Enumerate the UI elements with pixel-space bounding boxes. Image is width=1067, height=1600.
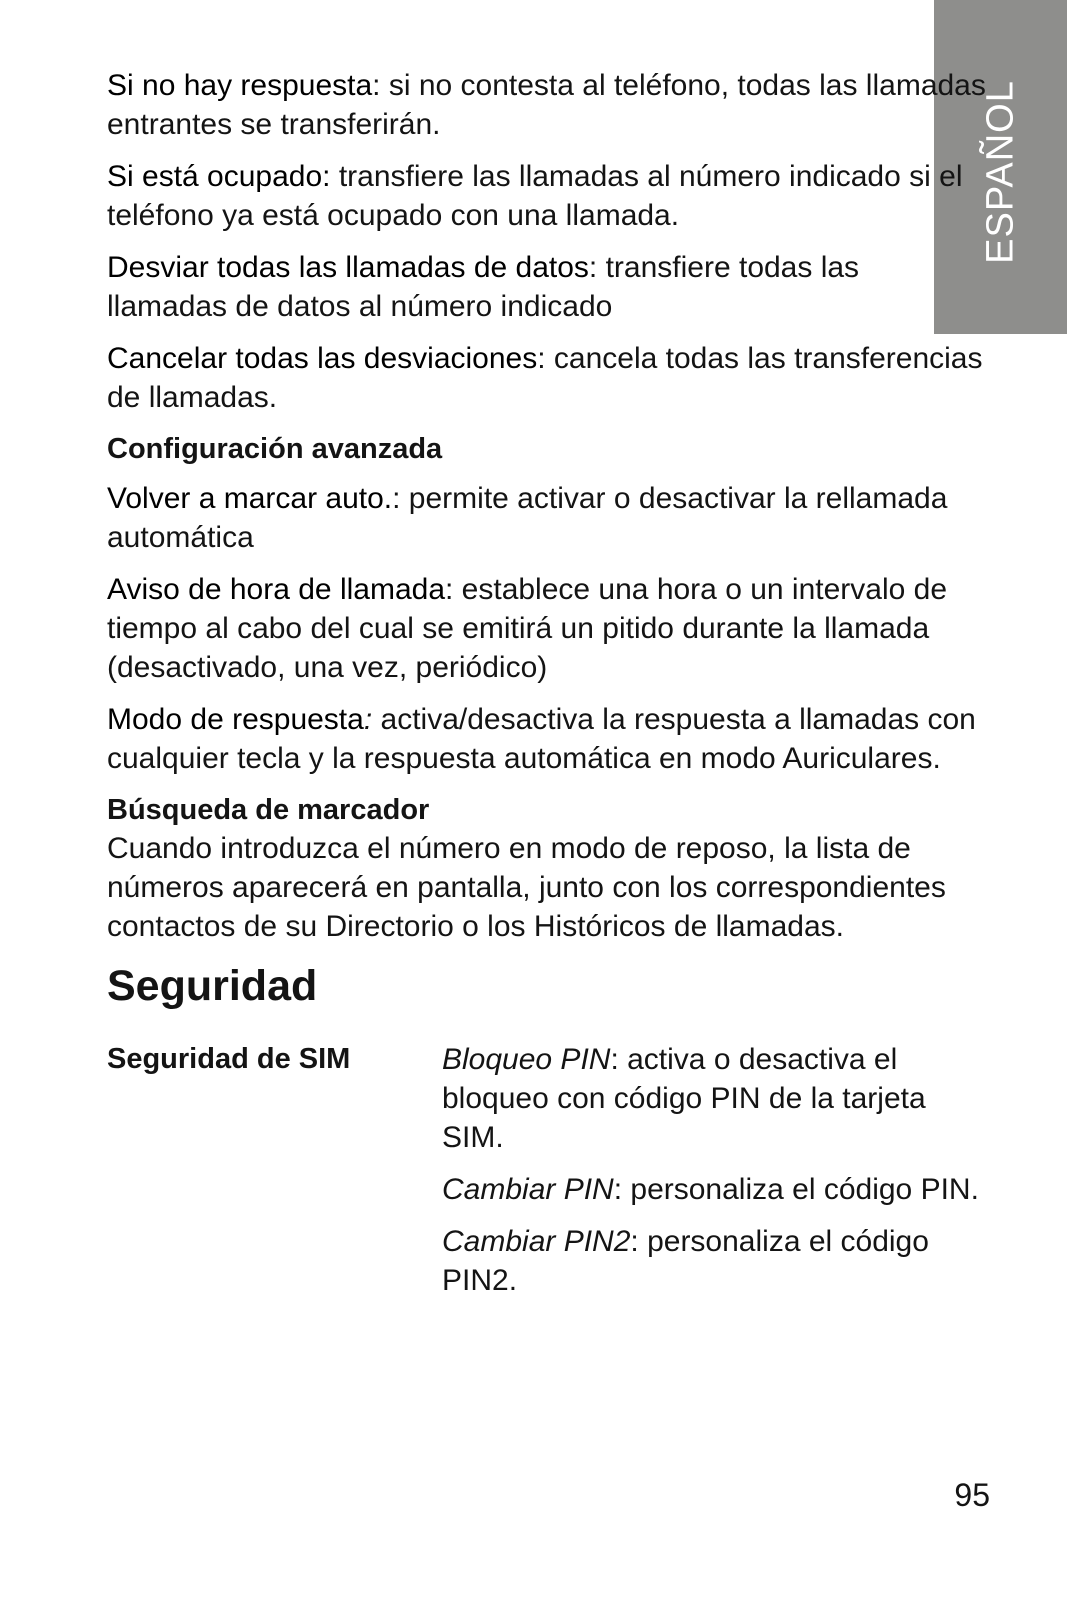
term-colon: : xyxy=(363,703,373,736)
security-title: Seguridad xyxy=(107,962,318,1010)
term-label: Cambiar PIN xyxy=(442,1173,614,1206)
term-description: : si no contesta al teléfono, todas las llamadas entrantes se transferirán. xyxy=(107,69,986,141)
term-description: : permite activar o desactivar la rellamada automática xyxy=(107,482,948,554)
call-forward-busy xyxy=(107,157,987,235)
term-description: : activa o desactiva el bloqueo con código PIN de la tarjeta SIM. xyxy=(442,1043,926,1154)
sim-security-items xyxy=(442,1040,987,1300)
term-label: Desviar todas las llamadas de datos xyxy=(107,251,589,284)
call-time-alert-item xyxy=(107,570,987,687)
term-description: : personaliza el código PIN. xyxy=(613,1173,979,1206)
pin-lock-item xyxy=(442,1040,987,1157)
term-label: Volver a marcar auto. xyxy=(107,482,393,515)
dial-search-text: Cuando introduzca el número en modo de reposo, la lista de números aparecerá en pantalla, junto con los correspondientes contactos de su Directorio o los Históricos de llamadas. xyxy=(107,832,946,943)
term-description: : cancela todas las transferencias de llamadas. xyxy=(107,342,983,414)
term-label: Aviso de hora de llamada xyxy=(107,573,445,606)
term-description: : personaliza el código PIN2. xyxy=(442,1225,929,1297)
advanced-settings-heading: Configuración avanzada xyxy=(107,433,443,465)
dial-search-heading: Búsqueda de marcador xyxy=(107,794,430,826)
language-tab-label: ESPAÑOL xyxy=(979,80,1021,264)
term-label: Si no hay respuesta xyxy=(107,69,373,102)
sim-security-label: Seguridad de SIM xyxy=(107,1043,351,1075)
term-description: transfiere las llamadas al número indicado si el teléfono ya está ocupado con una llamada. xyxy=(107,160,963,232)
call-forward-cancel xyxy=(107,339,987,417)
auto-redial-item xyxy=(107,479,987,557)
term-label: Cancelar todas las desviaciones xyxy=(107,342,538,375)
term-description: activa/desactiva la respuesta a llamadas con cualquier tecla y la respuesta automática en modo Auriculares. xyxy=(107,703,976,775)
page-content xyxy=(107,66,987,1313)
term-label: Bloqueo PIN xyxy=(442,1043,611,1076)
call-forward-no-answer xyxy=(107,66,987,144)
term-label: Si está ocupado: xyxy=(107,160,331,193)
sim-security-row xyxy=(107,1040,987,1300)
change-pin-item xyxy=(442,1170,987,1209)
page-number: 95 xyxy=(954,1477,990,1513)
change-pin2-item xyxy=(442,1222,987,1300)
term-description: : establece una hora o un intervalo de tiempo al cabo del cual se emitirá un pitido durante la llamada (desactivado, una vez, periódico) xyxy=(107,573,948,684)
call-forward-data xyxy=(107,248,987,326)
answer-mode-item xyxy=(107,700,987,778)
term-description: : transfiere todas las llamadas de datos al número indicado xyxy=(107,251,860,323)
term-label: Cambiar PIN2 xyxy=(442,1225,631,1258)
term-label: Modo de respuesta xyxy=(107,703,364,736)
